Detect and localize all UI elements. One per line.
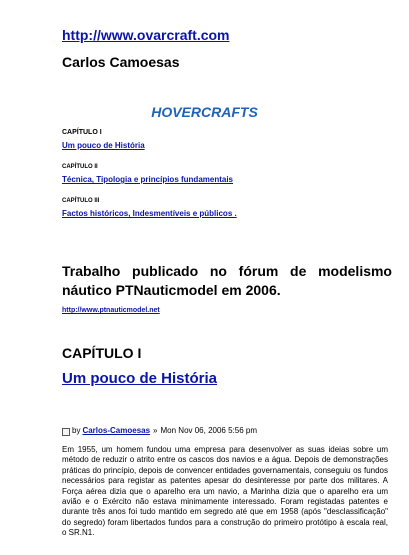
document-title: HOVERCRAFTS	[151, 104, 258, 120]
toc-link-chapter-2[interactable]: Técnica, Tipologia e princípios fundamentais	[62, 175, 233, 184]
publication-url-link[interactable]: http://www.ptnauticmodel.net	[62, 307, 160, 314]
post-body: Em 1955, um homem fundou uma empresa para desenvolver as suas ideias sobre um método de reduzir o atrito entre os cascos dos navios e a água. Depois de demonstrações práticas do princípio, depois de convencer entidades governamentais, conseguiu os fundos necessários para registar as patentes apesar do desinteresse por parte dos militares. A Força aérea dizia que o aparelho era um navio, a Marinha dizia que o aparelho era um avião e o Exército não estava minimamente interessado. Foram registadas patentes e durante três anos foi tudo mantido em segredo até que em 1958 (após "desclassificação" do segredo) foram libertados fundos para a construção do primeiro protótipo à escala real, o SR.N1.	[62, 445, 388, 538]
publication-note: Trabalho publicado no fórum de modelismo náutico PTNauticmodel em 2006.	[62, 263, 392, 298]
post-icon	[62, 428, 70, 436]
post-separator: »	[153, 426, 158, 435]
chapter-title-link[interactable]: Um pouco de História	[62, 370, 218, 387]
site-url-link[interactable]: http://www.ovarcraft.com	[62, 27, 230, 43]
toc-chapter-label: CAPÍTULO II	[62, 164, 98, 170]
toc-chapter-label: CAPÍTULO I	[62, 129, 102, 136]
author-name: Carlos Camoesas	[62, 54, 180, 70]
toc-link-chapter-1[interactable]: Um pouco de História	[62, 141, 145, 150]
toc-chapter-label: CAPÍTULO III	[62, 198, 100, 204]
toc-link-chapter-3[interactable]: Factos históricos, Indesmentíveis e públicos .	[62, 209, 237, 218]
chapter-heading: CAPÍTULO I	[62, 345, 142, 361]
post-meta	[62, 426, 257, 435]
table-of-contents	[62, 128, 362, 230]
post-author-link[interactable]: Carlos-Camoesas	[82, 426, 151, 435]
post-date: Mon Nov 06, 2006 5:56 pm	[160, 426, 258, 435]
post-by-label: by	[72, 426, 81, 435]
